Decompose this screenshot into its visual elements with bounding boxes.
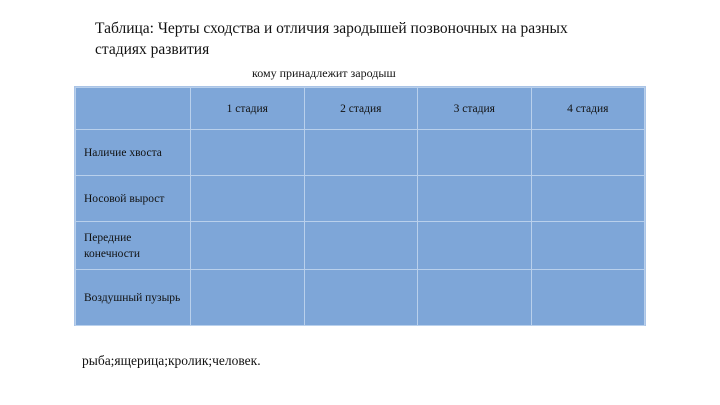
table-row: [76, 222, 645, 270]
table-cell: [531, 176, 645, 222]
table-cell: [418, 130, 532, 176]
table-cell: [418, 270, 532, 326]
table-cell: [304, 130, 418, 176]
table-header-row: [76, 88, 645, 130]
row-label-tail: Наличие хвоста: [76, 130, 191, 176]
table-corner-cell: [76, 88, 191, 130]
table-cell: [191, 270, 305, 326]
table-row: [76, 270, 645, 326]
table-cell: [418, 176, 532, 222]
table-cell: [531, 130, 645, 176]
animal-list: рыба;ящерица;кролик;человек.: [82, 353, 261, 368]
header-stage-4: 4 стадия: [531, 88, 645, 130]
row-label-air-bladder: Воздушный пузырь: [76, 270, 191, 326]
title-line-1: Таблица: Черты сходства и отличия зародышей позвоночных на разных: [95, 20, 568, 37]
table-cell: [191, 176, 305, 222]
document-title: [95, 18, 615, 60]
table-caption: кому принадлежит зародыш: [252, 66, 396, 80]
table-cell: [418, 222, 532, 270]
header-stage-3: 3 стадия: [418, 88, 532, 130]
table-cell: [531, 270, 645, 326]
table-cell: [191, 130, 305, 176]
table-cell: [304, 270, 418, 326]
header-stage-2: 2 стадия: [304, 88, 418, 130]
table-cell: [304, 176, 418, 222]
table-cell: [191, 222, 305, 270]
table-cell: [304, 222, 418, 270]
header-stage-1: 1 стадия: [191, 88, 305, 130]
table-row: [76, 176, 645, 222]
row-label-nasal-outgrowth: Носовой вырост: [76, 176, 191, 222]
comparison-table: [74, 86, 646, 326]
table-cell: [531, 222, 645, 270]
title-line-2: стадиях развития: [95, 41, 210, 58]
row-label-forelimbs: Передние конечности: [76, 222, 191, 270]
table-row: [76, 130, 645, 176]
